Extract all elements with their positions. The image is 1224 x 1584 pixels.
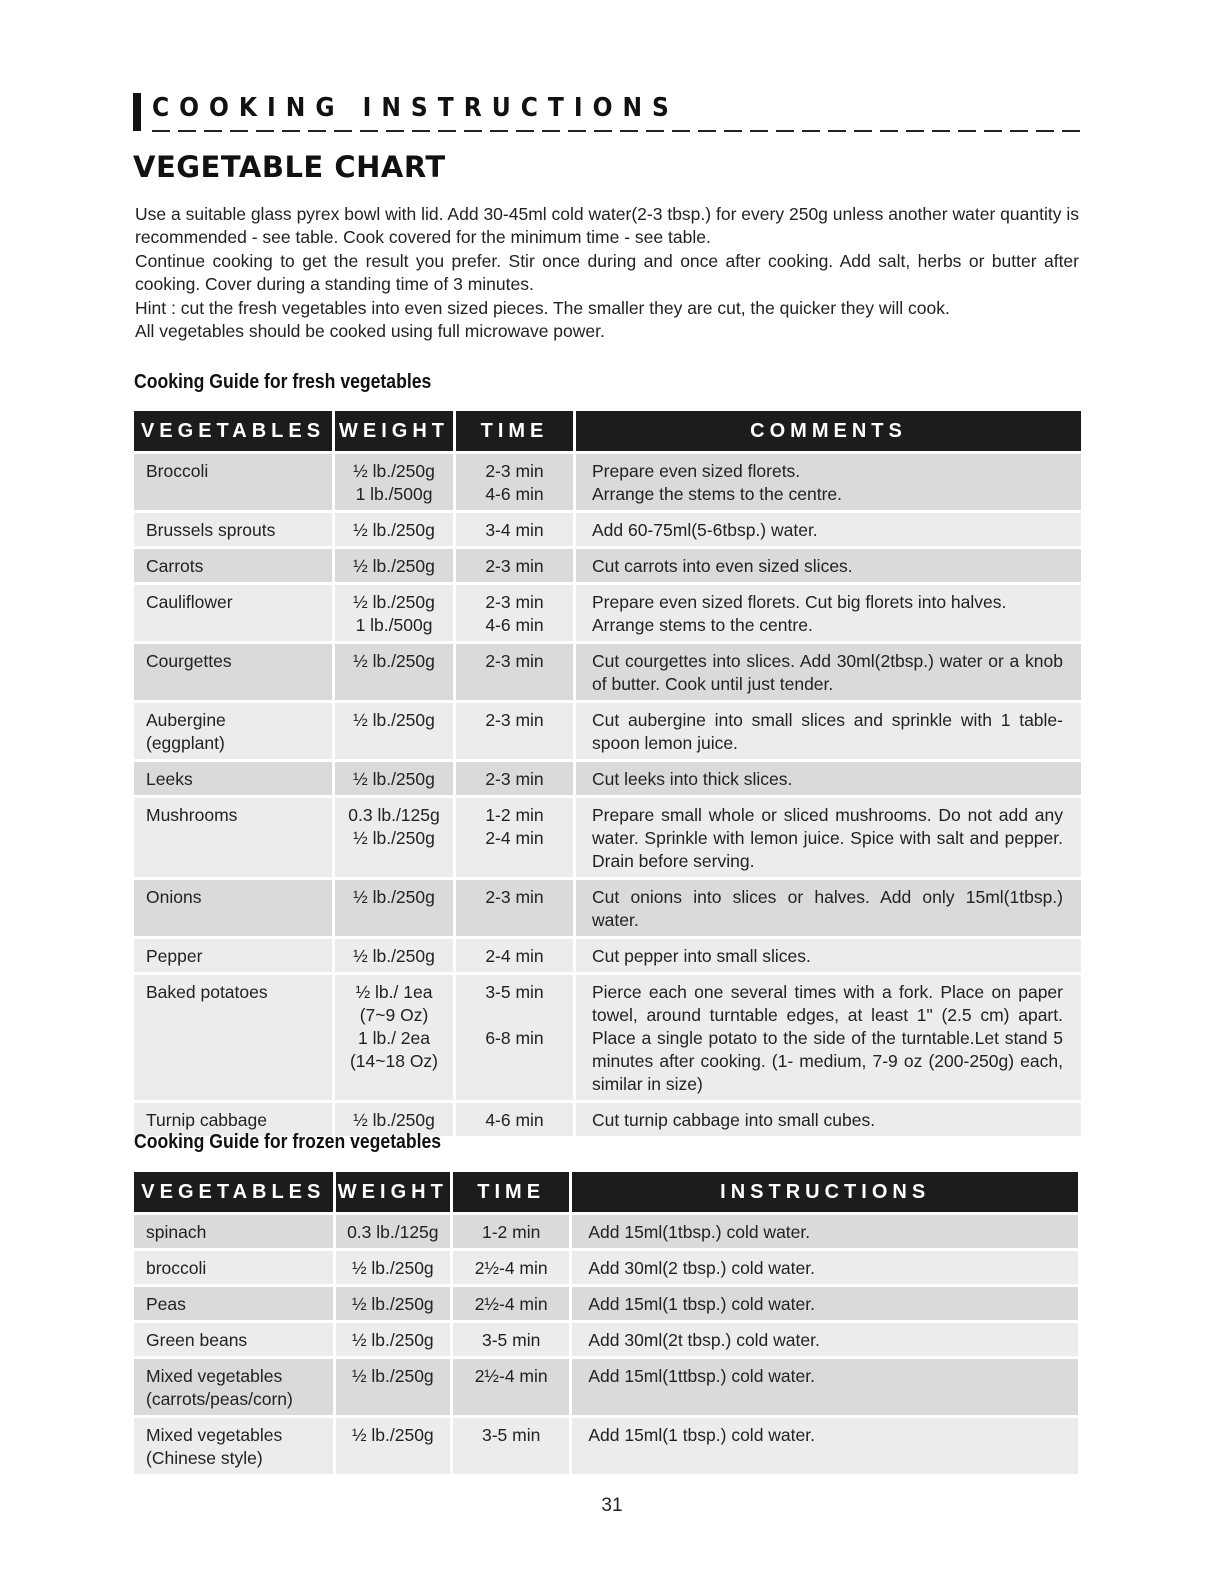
column-header-weight: WEIGHT [336,1172,450,1212]
weight-cell: ½ lb./250g [336,1251,450,1284]
weight-cell: ½ lb./ 1ea (7~9 Oz) 1 lb./ 2ea (14~18 Oz) [335,975,453,1100]
header-accent-bar [133,93,141,131]
weight-cell: ½ lb./250g [335,880,453,936]
vegetable-cell: Courgettes [134,644,332,700]
table-row [134,1215,1078,1248]
table-header-row [134,1172,1078,1212]
time-cell: 1-2 min 2-4 min [456,798,573,877]
comment-cell: Add 60-75ml(5-6tbsp.) water. [576,513,1081,546]
table-row [134,975,1081,1100]
weight-cell: ½ lb./250g [335,1103,453,1136]
time-cell: 2-3 min [456,880,573,936]
vegetable-cell: Leeks [134,762,332,795]
table-row [134,1359,1078,1415]
page-title: VEGETABLE CHART [133,150,446,184]
table-row [134,798,1081,877]
table-row [134,549,1081,582]
intro-paragraph: Continue cooking to get the result you prefer. Stir once during and once after cooking. Add salt, herbs or butter after cooking. Cover during a standing time of 3 minutes. [135,250,1079,295]
weight-cell: ½ lb./250g [335,939,453,972]
instruction-cell: Add 15ml(1ttbsp.) cold water. [572,1359,1078,1415]
comment-cell: Cut courgettes into slices. Add 30ml(2tbsp.) water or a knob of butter. Cook until just tender. [576,644,1081,700]
table-row [134,703,1081,759]
fresh-guide-title: Cooking Guide for fresh vegetables [134,371,432,393]
section-heading: COOKING INSTRUCTIONS [152,93,679,123]
dashed-rule [152,130,1080,132]
column-header-vegetables: VEGETABLES [134,411,332,451]
column-header-time: TIME [453,1172,569,1212]
time-cell: 2-3 min [456,644,573,700]
intro-paragraph: Use a suitable glass pyrex bowl with lid. Add 30-45ml cold water(2-3 tbsp.) for every 250g unless another water quantity is recommended - see table. Cook covered for the minimum time - see table. [135,204,1079,248]
weight-cell: ½ lb./250g [335,644,453,700]
time-cell: 4-6 min [456,1103,573,1136]
time-cell: 3-4 min [456,513,573,546]
time-cell: 2-3 min [456,703,573,759]
instruction-cell: Add 15ml(1 tbsp.) cold water. [572,1287,1078,1320]
instruction-cell: Add 15ml(1tbsp.) cold water. [572,1215,1078,1248]
comment-cell: Prepare even sized florets. Arrange the stems to the centre. [576,454,1081,510]
frozen-vegetables-table [131,1169,1081,1477]
time-cell: 3-5 min [453,1323,569,1356]
comment-cell: Pierce each one several times with a fork. Place on paper towel, around turntable edges, at least 1" (2.5 cm) apart. Place a single potato to the side of the turntable.Let stand 5 minutes after cooking. (1- medium, 7-9 oz (200-250g) each, similar in size) [576,975,1081,1100]
frozen-guide-title: Cooking Guide for frozen vegetables [134,1131,442,1153]
table-row [134,1251,1078,1284]
fresh-vegetables-table [131,408,1084,1139]
time-cell: 2½-4 min [453,1359,569,1415]
vegetable-cell: Peas [134,1287,333,1320]
vegetable-cell: Green beans [134,1323,333,1356]
vegetable-cell: spinach [134,1215,333,1248]
time-cell: 2-4 min [456,939,573,972]
time-cell: 2-3 min 4-6 min [456,585,573,641]
weight-cell: ½ lb./250g 1 lb./500g [335,585,453,641]
time-cell: 2-3 min [456,549,573,582]
table-row [134,762,1081,795]
vegetable-cell: Turnip cabbage [134,1103,332,1136]
vegetable-cell: Carrots [134,549,332,582]
vegetable-cell: Mushrooms [134,798,332,877]
table-row [134,644,1081,700]
table-row [134,1323,1078,1356]
weight-cell: ½ lb./250g [335,513,453,546]
weight-cell: 0.3 lb./125g ½ lb./250g [335,798,453,877]
time-cell: 2½-4 min [453,1251,569,1284]
time-cell: 1-2 min [453,1215,569,1248]
comment-cell: Prepare small whole or sliced mushrooms. Do not add any water. Sprinkle with lemon juice. Spice with salt and pepper. Drain before serving. [576,798,1081,877]
column-header-time: TIME [456,411,573,451]
weight-cell: ½ lb./250g [336,1323,450,1356]
vegetable-cell: Baked potatoes [134,975,332,1100]
instruction-cell: Add 30ml(2t tbsp.) cold water. [572,1323,1078,1356]
comment-cell: Cut aubergine into small slices and sprinkle with 1 table-spoon lemon juice. [576,703,1081,759]
comment-cell: Cut carrots into even sized slices. [576,549,1081,582]
vegetable-cell: Brussels sprouts [134,513,332,546]
weight-cell: ½ lb./250g 1 lb./500g [335,454,453,510]
vegetable-cell: broccoli [134,1251,333,1284]
weight-cell: ½ lb./250g [336,1287,450,1320]
weight-cell: 0.3 lb./125g [336,1215,450,1248]
table-row [134,513,1081,546]
instruction-cell: Add 15ml(1 tbsp.) cold water. [572,1418,1078,1474]
page-number: 31 [601,1495,623,1516]
vegetable-cell: Cauliflower [134,585,332,641]
weight-cell: ½ lb./250g [335,703,453,759]
time-cell: 2½-4 min [453,1287,569,1320]
time-cell: 3-5 min [453,1418,569,1474]
table-row [134,1418,1078,1474]
intro-text [135,203,1079,343]
vegetable-cell: Pepper [134,939,332,972]
table-row [134,939,1081,972]
weight-cell: ½ lb./250g [336,1359,450,1415]
column-header-weight: WEIGHT [335,411,453,451]
time-cell: 2-3 min [456,762,573,795]
table-row [134,1287,1078,1320]
vegetable-cell: Mixed vegetables (carrots/peas/corn) [134,1359,333,1415]
instruction-cell: Add 30ml(2 tbsp.) cold water. [572,1251,1078,1284]
time-cell: 2-3 min 4-6 min [456,454,573,510]
table-header-row [134,411,1081,451]
table-row [134,585,1081,641]
column-header-instructions: INSTRUCTIONS [572,1172,1078,1212]
intro-paragraph: Hint : cut the fresh vegetables into even sized pieces. The smaller they are cut, the quicker they will cook. [135,297,950,318]
vegetable-cell: Onions [134,880,332,936]
table-row [134,880,1081,936]
comment-cell: Cut onions into slices or halves. Add only 15ml(1tbsp.) water. [576,880,1081,936]
comment-cell: Cut pepper into small slices. [576,939,1081,972]
comment-cell: Cut leeks into thick slices. [576,762,1081,795]
vegetable-cell: Aubergine (eggplant) [134,703,332,759]
comment-cell: Cut turnip cabbage into small cubes. [576,1103,1081,1136]
intro-paragraph: All vegetables should be cooked using full microwave power. [135,321,605,342]
weight-cell: ½ lb./250g [335,549,453,582]
vegetable-cell: Mixed vegetables (Chinese style) [134,1418,333,1474]
weight-cell: ½ lb./250g [335,762,453,795]
column-header-vegetables: VEGETABLES [134,1172,333,1212]
column-header-comments: COMMENTS [576,411,1081,451]
table-row [134,454,1081,510]
weight-cell: ½ lb./250g [336,1418,450,1474]
vegetable-cell: Broccoli [134,454,332,510]
comment-cell: Prepare even sized florets. Cut big florets into halves. Arrange stems to the centre. [576,585,1081,641]
time-cell: 3-5 min 6-8 min [456,975,573,1100]
